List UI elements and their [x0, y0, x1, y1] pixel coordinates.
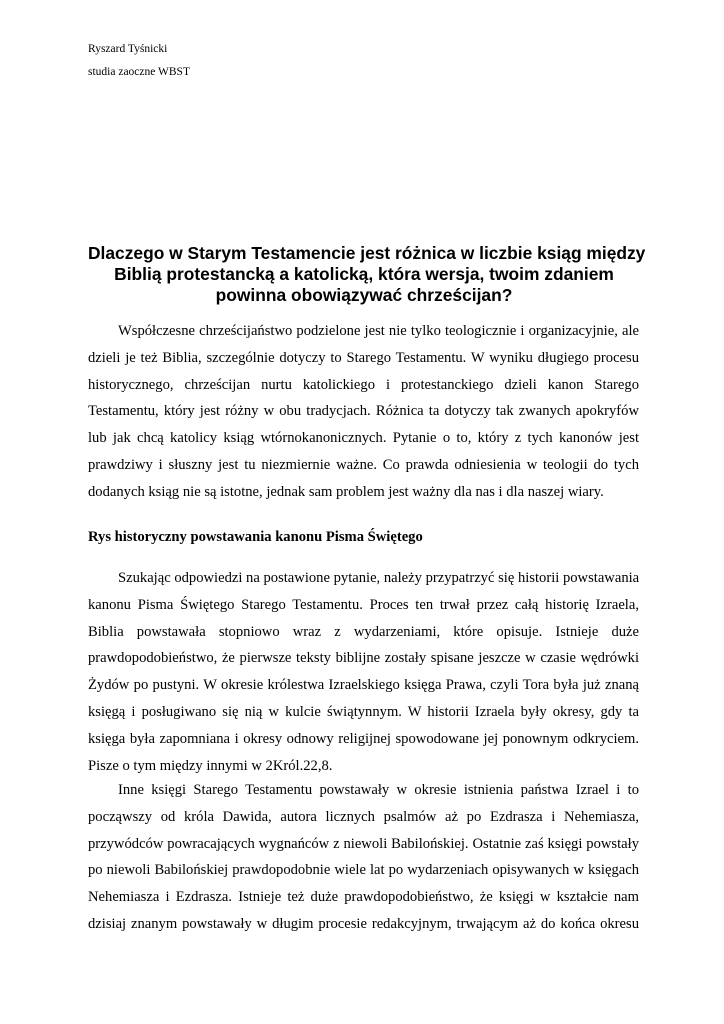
- text-line: Pisze o tym między innymi w 2Król.22,8.: [88, 757, 333, 774]
- text-line: lub jak chcą katolicy ksiąg wtórnokanonicznych. Pytanie o to, który z tych kanonów jest: [88, 430, 639, 447]
- author-affiliation: studia zaoczne WBST: [88, 66, 190, 78]
- text-line: Biblia powstawała stopniowo wraz z wydarzeniami, które opisuje. Istnieje duże: [88, 623, 639, 640]
- author-name: Ryszard Tyśnicki: [88, 43, 168, 55]
- text-line: Testamentu, który jest różny w obu tradycjach. Różnica ta dotyczy tak zwanych apokryfów: [88, 403, 639, 420]
- title-line: Dlaczego w Starym Testamencie jest różnica w liczbie ksiąg między: [88, 243, 646, 263]
- text-line: dzieli je też Biblia, szczególnie dotyczy to Starego Testamentu. W wyniku długiego procesu: [88, 349, 639, 366]
- text-line: prawdopodobieństwo, że pierwsze teksty biblijne zostały spisane jeszcze w czasie wędrówki: [88, 650, 639, 667]
- text-line: Nehemiasza i Ezdrasza. Istnieje też duże prawdopodobieństwo, że księgi w kształcie nam: [88, 889, 639, 906]
- section-heading: Rys historyczny powstawania kanonu Pisma Świętego: [88, 529, 423, 545]
- text-line: począwszy od króla Dawida, autora licznych psalmów aż po Ezdrasza i Nehemiasza,: [88, 808, 639, 825]
- text-line: Inne księgi Starego Testamentu powstawały w okresie istnienia państwa Izrael i to: [118, 782, 639, 798]
- history-paragraph-2: [88, 777, 639, 938]
- text-line: dzisiaj znanym powstawały w długim procesie redakcyjnym, trwającym aż do końca okresu: [88, 915, 639, 932]
- text-line: Szukając odpowiedzi na postawione pytanie, należy przypatrzyć się historii powstawania: [118, 570, 639, 586]
- document-title: [88, 243, 646, 306]
- text-line: po niewoli Babilońskiej prawdopodobnie wiele lat po wydarzeniach opisywanych w księgach: [88, 862, 639, 879]
- text-line: prawdziwy i słuszny jest tu niezmiernie ważne. Co prawda odniesienia w teologii do tych: [88, 456, 639, 473]
- text-line: księga była zapomniana i okresy odnowy religijnej spowodowane jej ponownym odkryciem.: [88, 730, 639, 747]
- text-line: przywódców powracających wygnańców z niewoli Babilońskiej. Ostatnie zaś księgi powstały: [88, 835, 639, 852]
- text-line: księgą i posługiwano się nią w kulcie świątynnym. W historii Izraela były okresy, gdy ta: [88, 703, 639, 720]
- title-line: Biblią protestancką a katolicką, która wersja, twoim zdaniem: [114, 264, 614, 284]
- history-paragraph-1: [88, 565, 639, 779]
- text-line: Żydów po pustyni. W okresie królestwa Izraelskiego księga Prawa, czyli Tora była już znaną: [88, 677, 639, 694]
- intro-paragraph: [88, 318, 639, 506]
- text-line: kanonu Pisma Świętego Starego Testamentu. Proces ten trwał przez całą historię Izraela,: [88, 596, 639, 613]
- text-line: historycznego, chrześcijan nurtu katolickiego i protestanckiego dzieli kanon Starego: [88, 376, 639, 393]
- text-line: dodanych ksiąg nie są istotne, jednak sam problem jest ważny dla nas i dla naszej wiary.: [88, 483, 604, 500]
- title-line: powinna obowiązywać chrześcijan?: [215, 285, 513, 305]
- text-line: Współczesne chrześcijaństwo podzielone jest nie tylko teologicznie i organizacyjnie, ale: [118, 323, 639, 339]
